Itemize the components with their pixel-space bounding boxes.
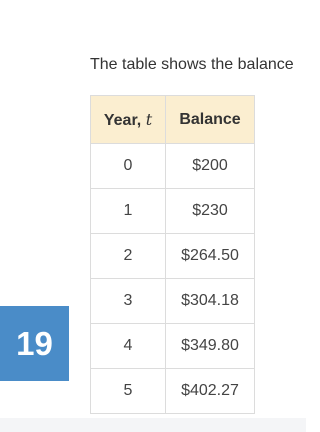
table-row <box>91 324 255 369</box>
question-text: The table shows the balance <box>90 56 294 73</box>
question-number-badge: 19 <box>0 306 69 381</box>
balance-cell: $230 <box>166 189 255 234</box>
year-cell: 2 <box>91 234 166 279</box>
balance-cell: $304.18 <box>166 279 255 324</box>
year-cell: 1 <box>91 189 166 234</box>
table-row <box>91 144 255 189</box>
table-header-row <box>91 96 255 144</box>
year-cell: 5 <box>91 369 166 414</box>
year-cell: 4 <box>91 324 166 369</box>
year-variable: t <box>145 109 153 129</box>
balance-table <box>90 95 255 414</box>
year-column-header <box>91 96 166 144</box>
balance-cell: $402.27 <box>166 369 255 414</box>
balance-column-header: Balance <box>166 96 255 144</box>
year-header-label: Year, <box>103 111 142 129</box>
table-row <box>91 369 255 414</box>
footer-divider <box>0 418 306 432</box>
balance-cell: $349.80 <box>166 324 255 369</box>
table-row <box>91 279 255 324</box>
balance-cell: $200 <box>166 144 255 189</box>
table-row <box>91 189 255 234</box>
table-row <box>91 234 255 279</box>
year-cell: 3 <box>91 279 166 324</box>
balance-cell: $264.50 <box>166 234 255 279</box>
year-cell: 0 <box>91 144 166 189</box>
